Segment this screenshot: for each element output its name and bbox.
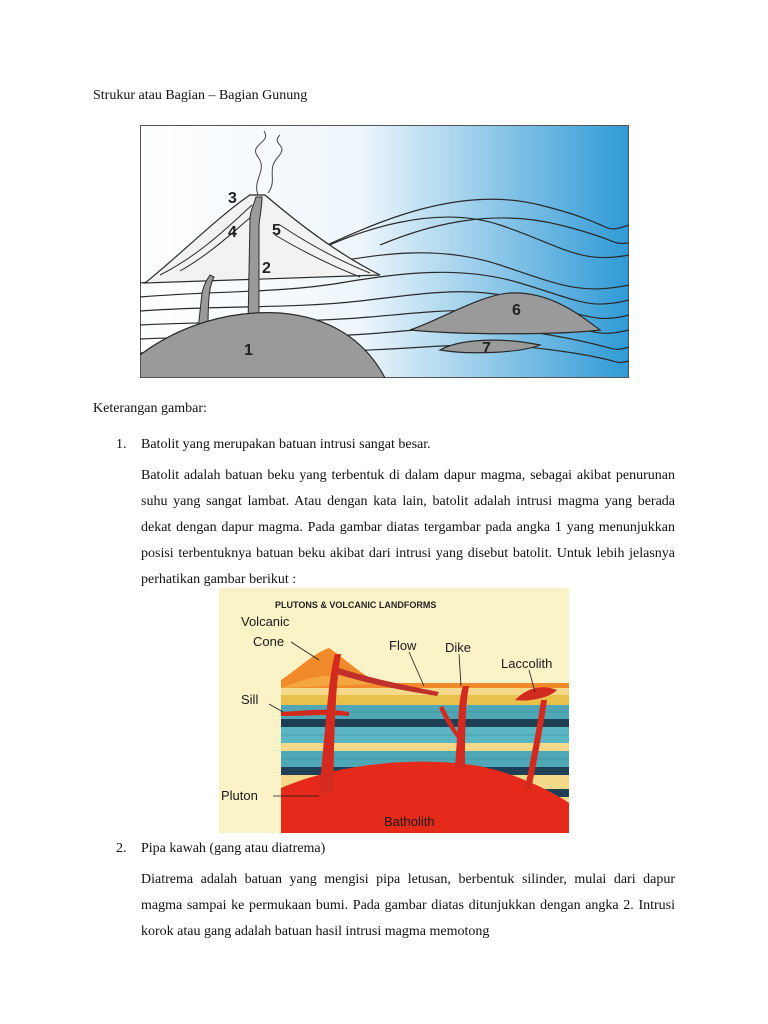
plutons-figure	[219, 588, 569, 833]
page-title: Strukur atau Bagian – Bagian Gunung	[93, 88, 308, 103]
list-item-number: 2.	[116, 841, 127, 856]
keterangan-heading: Keterangan gambar:	[93, 401, 207, 416]
list-item-number: 1.	[116, 437, 127, 452]
figure1-label-4: 4	[228, 224, 237, 241]
figure2-label-volcanic: Volcanic	[241, 614, 290, 629]
figure2-label-dike: Dike	[445, 640, 472, 655]
figure2-label-batholith: Batholith	[384, 814, 435, 829]
figure2-label-laccolith: Laccolith	[501, 656, 553, 671]
list-item-paragraph: Diatrema adalah batuan yang mengisi pipa letusan, berbentuk silinder, mulai dari dapur magma sampai ke permukaan bumi. Pada gambar diatas ditunjukkan dengan angka 2. Intrusi korok atau gang adalah batuan hasil intrusi magma memotong	[141, 872, 675, 939]
figure1-label-7: 7	[482, 340, 491, 357]
figure1-label-6: 6	[512, 302, 521, 319]
figure1-label-1: 1	[244, 342, 253, 359]
list-item-heading: Pipa kawah (gang atau diatrema)	[141, 841, 326, 856]
figure2-label-pluton: Pluton	[221, 788, 258, 803]
figure2-title: PLUTONS & VOLCANIC LANDFORMS	[275, 600, 437, 610]
figure1-label-3: 3	[228, 190, 237, 207]
figure1-label-2: 2	[262, 260, 271, 277]
volcano-structure-figure	[140, 125, 629, 378]
figure2-label-flow: Flow	[389, 638, 417, 653]
figure2-label-cone: Cone	[253, 634, 285, 649]
list-item-heading: Batolit yang merupakan batuan intrusi sangat besar.	[141, 437, 431, 452]
figure2-label-sill: Sill	[241, 692, 259, 707]
figure1-label-5: 5	[272, 222, 281, 239]
list-item-paragraph: Batolit adalah batuan beku yang terbentuk di dalam dapur magma, sebagai akibat penurunan suhu yang sangat lambat. Atau dengan kata lain, batolit adalah intrusi magma yang berada dekat dengan dapur magma. Pada gambar diatas tergambar pada angka 1 yang menunjukkan posisi terbentuknya batuan beku akibat dari intrusi yang disebut batolit. Untuk lebih jelasnya perhatikan gambar berikut :	[141, 468, 675, 587]
